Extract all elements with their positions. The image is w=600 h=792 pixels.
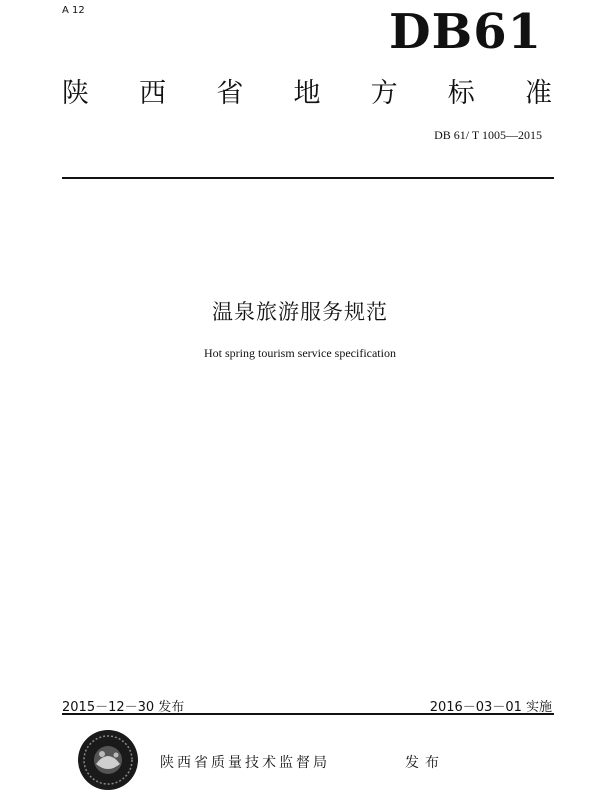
standard-type-char: 地	[293, 78, 321, 109]
standard-number: DB 61/ T 1005—2015	[434, 128, 542, 142]
standard-type-char: 方	[370, 78, 398, 109]
document-title-english: Hot spring tourism service specification	[204, 346, 396, 360]
standard-type-char: 标	[447, 78, 475, 109]
standard-type-char: 省	[216, 78, 244, 109]
standard-type-char: 陕	[62, 78, 89, 109]
standard-type	[62, 80, 552, 107]
standard-code: DB61	[389, 4, 542, 60]
issue-date: 2015－12－30 发布	[62, 700, 185, 715]
standard-type-char: 准	[524, 78, 552, 109]
document-title-chinese: 温泉旅游服务规范	[212, 300, 388, 324]
issuing-authority: 陕西省质量技术监督局	[160, 755, 330, 771]
issue-action: 发布	[405, 755, 445, 771]
implementation-date: 2016－03－01 实施	[429, 700, 552, 715]
standard-type-char: 西	[139, 78, 167, 109]
footer-divider	[62, 713, 554, 715]
official-seal-icon	[76, 728, 140, 792]
classification-code: A 12	[62, 5, 85, 16]
header-divider	[62, 177, 554, 179]
